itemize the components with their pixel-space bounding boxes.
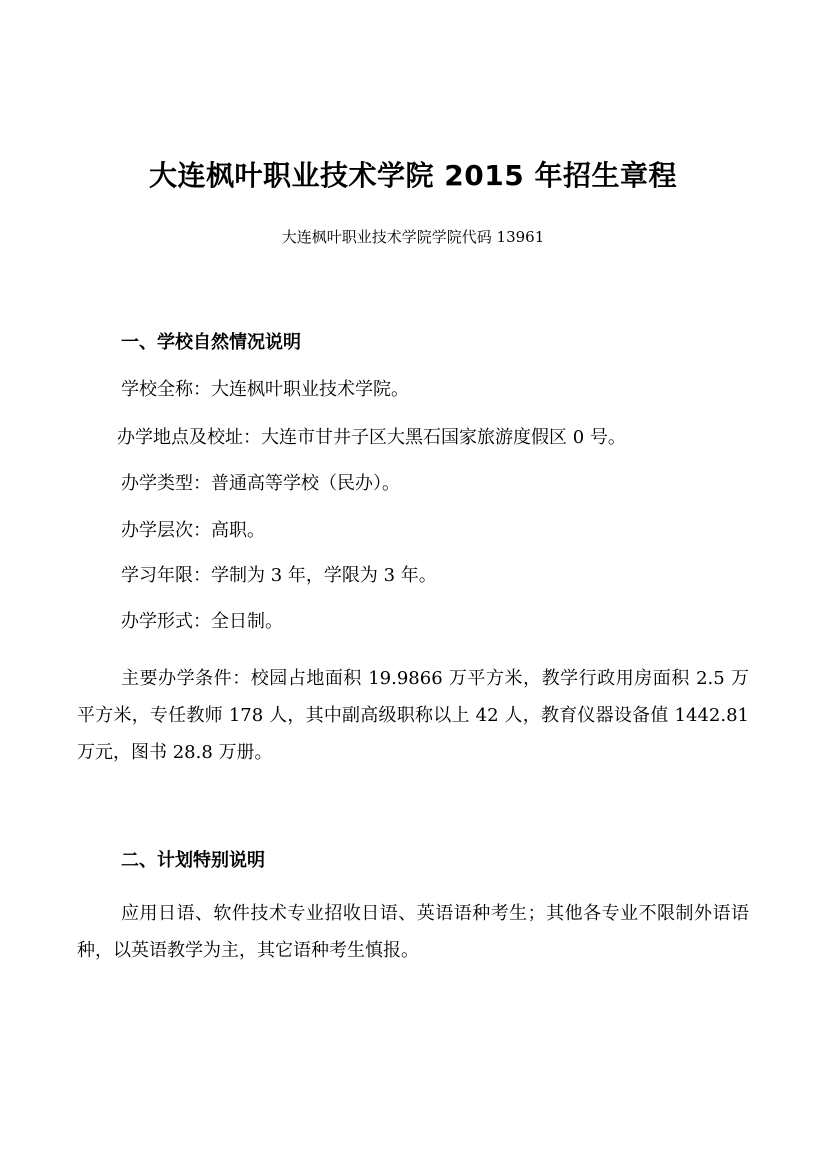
school-address-line: 办学地点及校址：大连市甘井子区大黑石国家旅游度假区 0 号。 <box>117 427 626 448</box>
study-duration-line: 学习年限：学制为 3 年，学限为 3 年。 <box>121 565 437 586</box>
school-conditions-paragraph: 主要办学条件：校园占地面积 19.9866 万平方米，教学行政用房面积 2.5 万平方米，专任教师 178 人，其中副高级职称以上 42 人，教育仪器设备值 1442.81 万元，图书 28.8 万册。 <box>77 668 749 763</box>
study-form-line: 办学形式：全日制。 <box>121 611 283 632</box>
document-subtitle: 大连枫叶职业技术学院学院代码 13961 <box>281 228 545 246</box>
section-1-heading: 一、学校自然情况说明 <box>121 332 301 353</box>
section-2-heading: 二、计划特别说明 <box>121 850 265 871</box>
document-title: 大连枫叶职业技术学院 2015 年招生章程 <box>149 159 677 192</box>
school-level-line: 办学层次：高职。 <box>121 520 265 541</box>
school-name-line: 学校全称：大连枫叶职业技术学院。 <box>121 379 409 400</box>
school-type-line: 办学类型：普通高等学校（民办）。 <box>121 473 400 494</box>
plan-notes-paragraph: 应用日语、软件技术专业招收日语、英语语种考生；其他各专业不限制外语语种，以英语教学为主，其它语种考生慎报。 <box>77 903 749 961</box>
